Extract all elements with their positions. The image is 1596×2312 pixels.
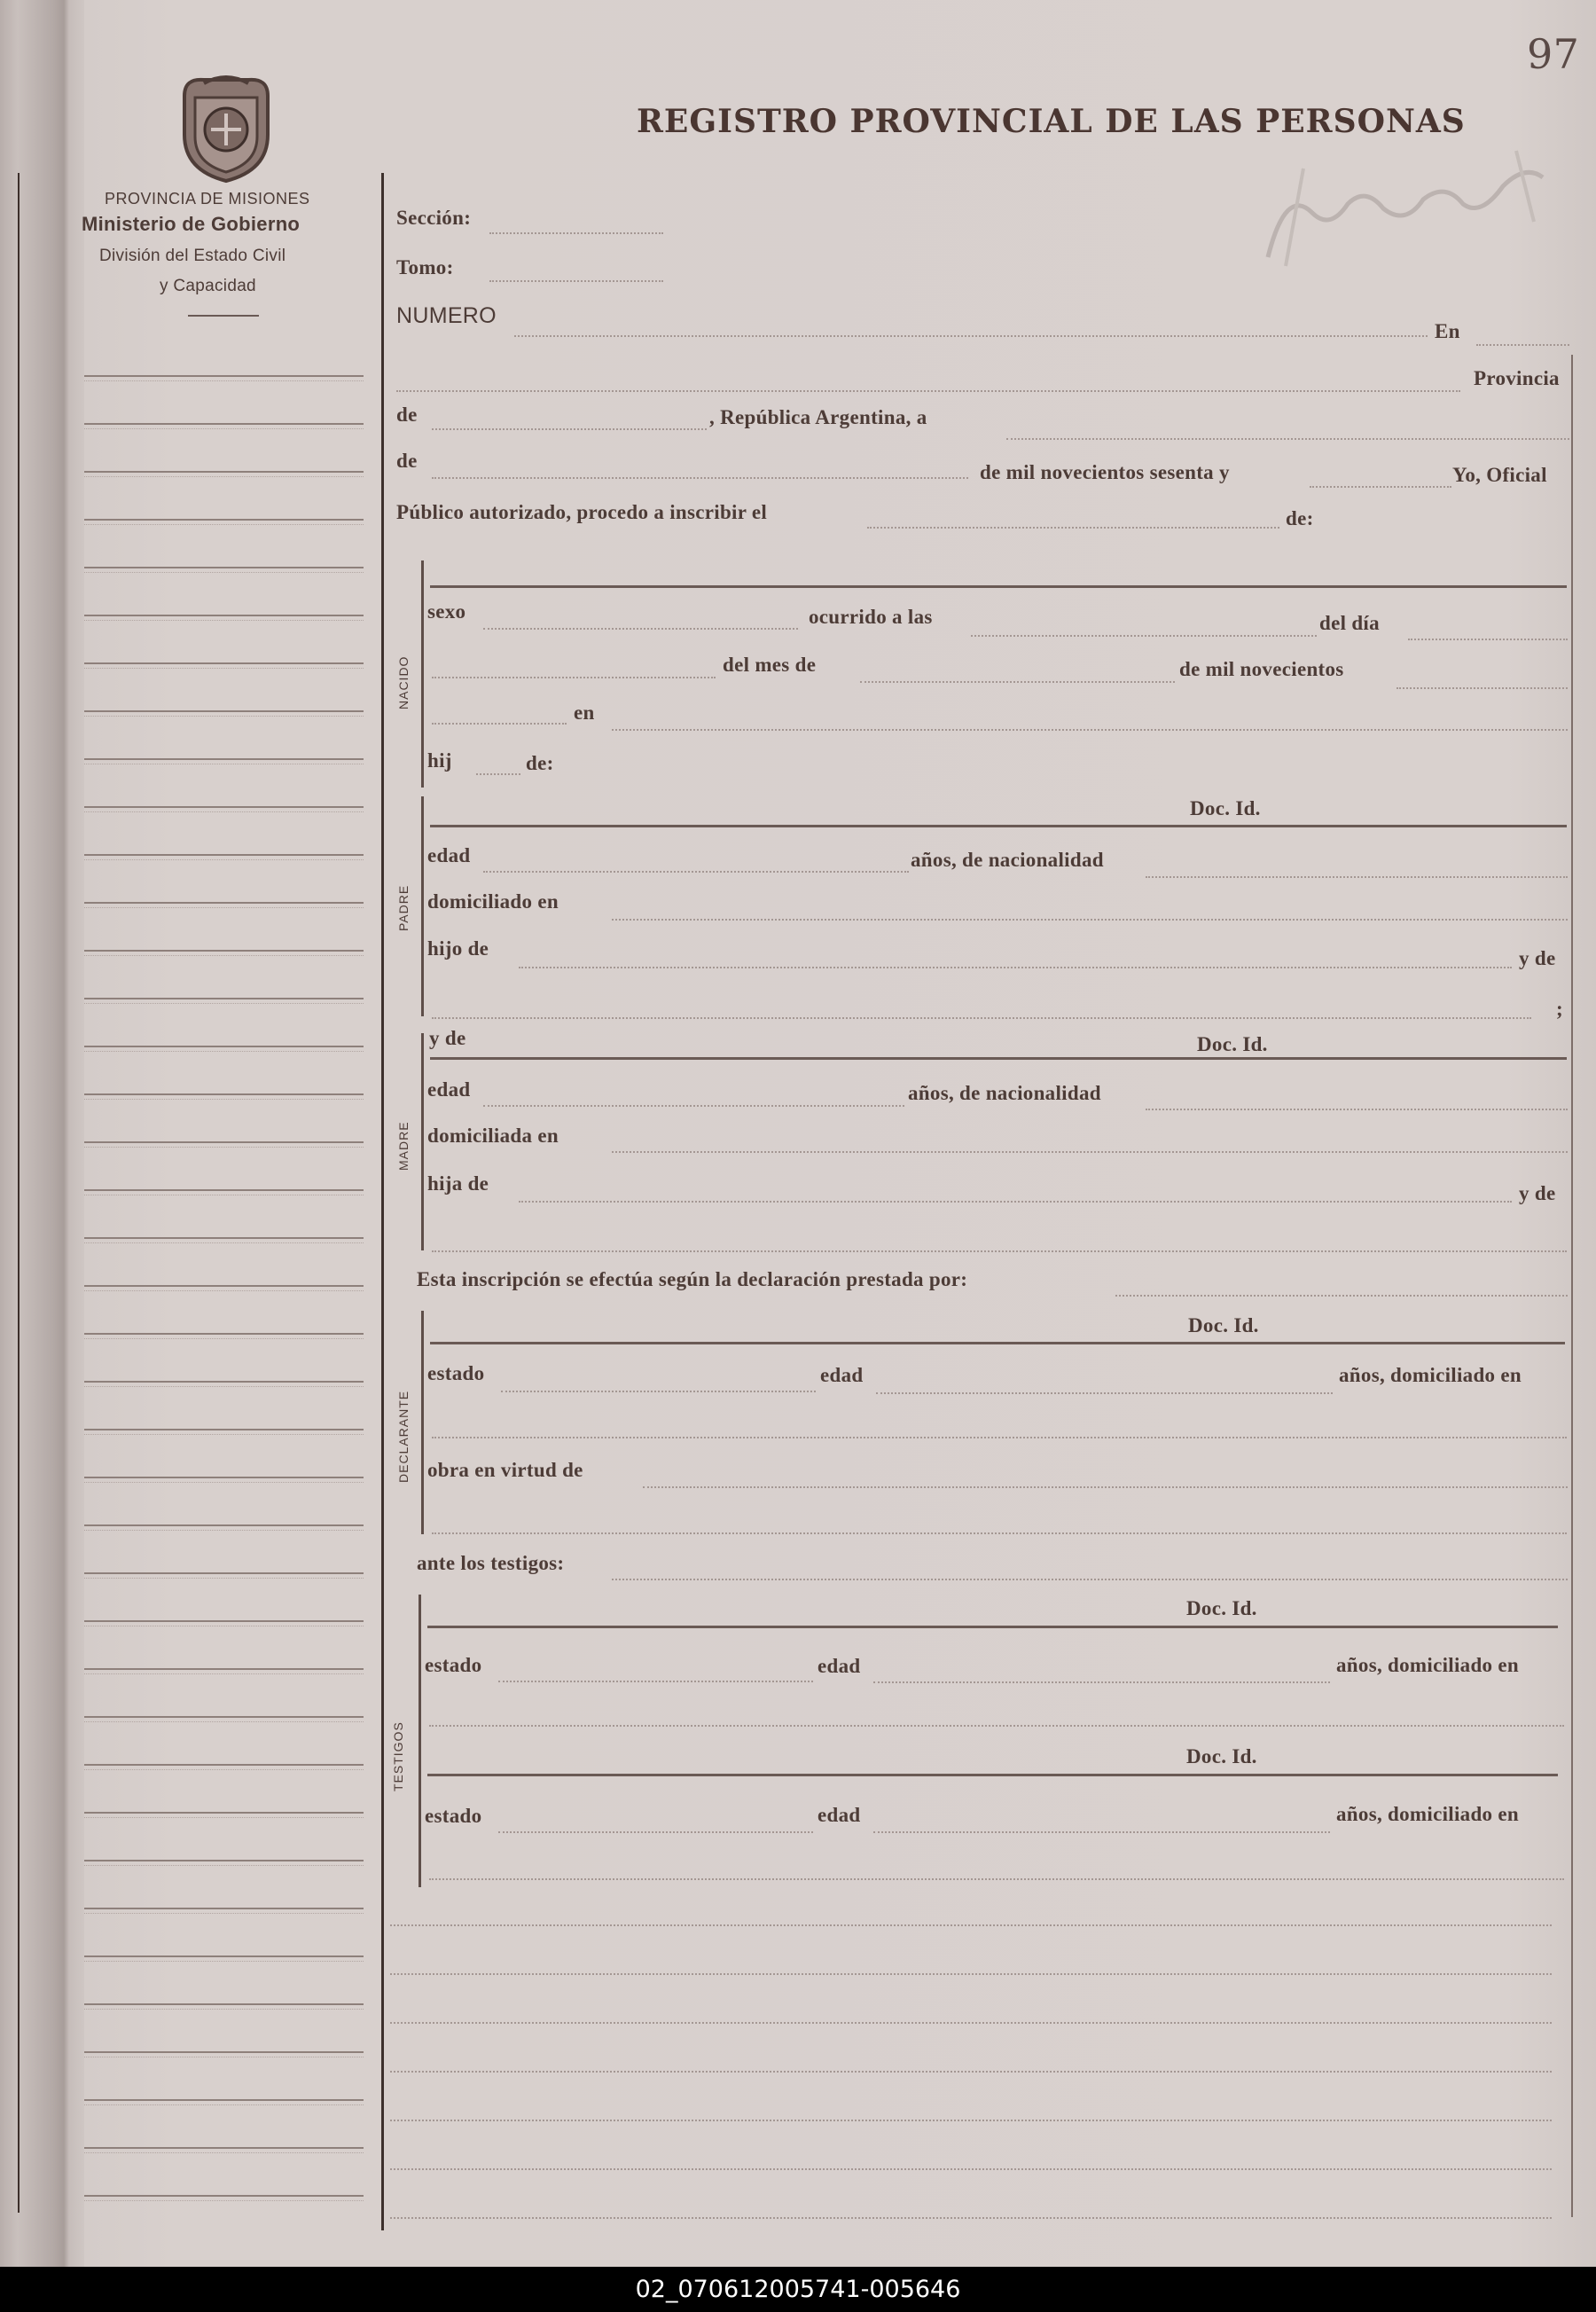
padre-domiciliado-field[interactable] [612,919,1568,921]
declarante-edad-field[interactable] [876,1392,1333,1394]
stub-line [84,1716,364,1718]
testigos-label: TESTIGOS [391,1721,405,1791]
month-field[interactable] [432,477,968,479]
sexo-field[interactable] [483,628,798,630]
stub-line [84,1093,364,1095]
stub-line [84,1285,364,1287]
stub-line [84,1572,364,1574]
declaracion-field[interactable] [1115,1295,1568,1297]
notes-line[interactable] [390,1973,1552,1975]
madre-doc-id-label: Doc. Id. [1197,1033,1268,1055]
provincia-label: Provincia [1474,367,1560,389]
madre-y-de-label: y de [429,1027,466,1049]
testigo2-estado-label: estado [425,1805,482,1827]
stub-line [84,662,364,664]
seccion-field[interactable] [489,232,663,234]
mil-sesenta-label: de mil novecientos sesenta y [980,461,1230,483]
padre-nacionalidad-field[interactable] [1146,876,1568,878]
padre-edad-label: edad [427,844,471,866]
padre-semicolon: ; [1556,998,1563,1020]
nacido-en-label: en [574,701,595,724]
padre-doc-id-label: Doc. Id. [1190,797,1261,819]
declarante-estado-field[interactable] [501,1391,816,1392]
testigo1-estado-label: estado [425,1654,482,1676]
padre-y-de-label: y de [1519,947,1556,969]
padre-label: PADRE [396,884,411,931]
testigo2-name-line[interactable] [427,1774,1558,1776]
testigo2-edad-field[interactable] [873,1831,1330,1833]
notes-line[interactable] [390,1924,1552,1926]
year-field[interactable] [1310,486,1451,488]
ocurrido-label: ocurrido a las [809,606,933,628]
declarante-label: DECLARANTE [396,1390,411,1483]
ministry-label: Ministerio de Gobierno [82,213,301,235]
stub-line [84,710,364,712]
madre-nacionalidad-label: años, de nacionalidad [908,1082,1101,1104]
madre-hija-de-field[interactable] [519,1201,1512,1203]
notes-line[interactable] [390,2217,1552,2219]
padre-edad-field[interactable] [483,871,909,873]
madre-edad-field[interactable] [483,1105,904,1107]
notes-line[interactable] [390,2022,1552,2024]
stub-line [84,1477,364,1478]
nacido-label: NACIDO [396,655,411,709]
madre-domiciliada-field[interactable] [612,1151,1568,1153]
testigo1-doc-id-label: Doc. Id. [1186,1597,1257,1619]
testigo1-domiciliado-label: años, domiciliado en [1336,1654,1520,1676]
notes-line[interactable] [390,2168,1552,2170]
day-field[interactable] [1006,438,1569,440]
declarante-extra-field[interactable] [432,1532,1567,1534]
coat-of-arms-seal [168,71,284,184]
en-label: En [1435,320,1460,342]
declarante-edad-label: edad [820,1364,864,1386]
stub-line [84,1860,364,1861]
anio-field[interactable] [1396,687,1568,689]
testigo2-estado-field[interactable] [498,1831,813,1833]
seccion-label: Sección: [396,207,472,229]
stub-line [84,1524,364,1526]
header-divider [188,315,259,317]
binding-fold [0,0,84,2267]
page-number: 97 [1527,30,1580,78]
en-field[interactable] [1476,344,1569,346]
stub-line [84,423,364,425]
stub-line [84,854,364,856]
testigo2-doc-id-label: Doc. Id. [1186,1745,1257,1767]
stub-line [84,567,364,568]
stub-line [84,758,364,760]
nacido-lugar-prefix[interactable] [432,723,567,725]
province-field[interactable] [432,428,707,430]
stub-line [84,1237,364,1239]
testigo1-domicilio-field[interactable] [429,1725,1564,1727]
declaracion-text: Esta inscripción se efectúa según la declaración prestada por: [417,1268,968,1290]
hij-label: hij [427,749,452,772]
stub-line [84,1668,364,1670]
declarante-estado-label: estado [427,1362,485,1384]
division-label: División del Estado Civil [99,247,286,265]
stub-line [84,806,364,808]
publico-label: Público autorizado, procedo a inscribir el [396,501,768,523]
stub-line [84,1141,364,1143]
padre-name-line[interactable] [430,825,1567,827]
page-title: REGISTRO PROVINCIAL DE LAS PERSONAS [637,103,1466,140]
declarante-domiciliado-label: años, domiciliado en [1339,1364,1522,1386]
capacity-label: y Capacidad [160,277,256,295]
stub-line [84,2195,364,2197]
hij-suffix-field[interactable] [476,773,520,775]
left-margin-line [18,173,20,2213]
yo-oficial-label: Yo, Oficial [1452,464,1547,486]
stub-line [84,1429,364,1430]
madre-hija-de-label: hija de [427,1172,489,1195]
padre-bracket [421,796,424,1016]
stub-line [84,375,364,377]
declarante-name-line[interactable] [430,1342,1565,1344]
testigo1-estado-field[interactable] [498,1681,813,1682]
testigos-bracket [419,1595,421,1887]
notes-line[interactable] [390,2120,1552,2121]
de-colon-label: de: [1286,507,1314,529]
stub-line [84,2099,364,2101]
testigo2-edad-label: edad [818,1804,861,1826]
madre-label: MADRE [396,1121,411,1171]
de-label-2: de [396,450,418,472]
scan-id-footer: 02_070612005741-005646 [0,2267,1596,2312]
declarante-domicilio-field[interactable] [432,1437,1567,1438]
madre-bracket [421,1033,424,1250]
stub-line [84,2003,364,2005]
stub-line [84,2147,364,2149]
mil-novecientos-label: de mil novecientos [1179,658,1344,680]
stub-line [84,1381,364,1383]
signature-image [1250,133,1569,275]
sexo-label: sexo [427,600,466,623]
notes-line[interactable] [390,2071,1552,2073]
stub-line [84,519,364,521]
hij-de-label: de: [526,752,554,774]
madre-edad-label: edad [427,1078,471,1101]
nacido-name-line[interactable] [430,585,1567,588]
stub-line [84,1620,364,1622]
del-mes-label: del mes de [723,654,817,676]
madre-y-de2-label: y de [1519,1182,1556,1204]
padre-nacionalidad-label: años, de nacionalidad [911,849,1104,871]
padre-hijo-de-field[interactable] [519,967,1512,968]
testigo1-edad-field[interactable] [873,1681,1330,1683]
numero-label: NUMERO [396,303,497,328]
republica-label: , República Argentina, a [709,406,927,428]
de-label-1: de [396,404,418,426]
declarante-obra-field[interactable] [643,1486,1568,1488]
stub-line [84,1046,364,1047]
stub-line [84,902,364,904]
dia-text-field[interactable] [432,677,716,678]
testigo1-name-line[interactable] [427,1626,1558,1628]
tomo-field[interactable] [489,280,663,282]
location-field[interactable] [396,390,1460,392]
stub-line [84,471,364,473]
declarante-bracket [421,1311,424,1534]
padre-y-de-field[interactable] [432,1017,1531,1019]
testigos-intro-field[interactable] [612,1579,1568,1580]
madre-y-de2-field[interactable] [432,1250,1567,1252]
stub-line [84,1955,364,1957]
right-margin-line [1571,355,1573,2217]
stub-line [84,1812,364,1814]
stub-line [84,615,364,616]
province-label: PROVINCIA DE MISIONES [105,190,310,208]
testigo2-domiciliado-label: años, domiciliado en [1336,1803,1520,1825]
dia-field[interactable] [1408,639,1568,640]
del-dia-label: del día [1319,612,1380,634]
mes-field[interactable] [860,681,1175,683]
madre-name-line[interactable] [430,1057,1567,1060]
padre-domiciliado-label: domiciliado en [427,890,559,913]
stub-line [84,1908,364,1909]
declarante-obra-label: obra en virtud de [427,1459,583,1481]
ante-testigos-text: ante los testigos: [417,1552,565,1574]
stub-line [84,1764,364,1766]
testigo2-domicilio-field[interactable] [429,1878,1564,1880]
madre-nacionalidad-field[interactable] [1146,1109,1568,1110]
stub-line [84,1333,364,1335]
padre-hijo-de-label: hijo de [427,937,489,960]
nacido-en-field[interactable] [612,729,1568,731]
inscribir-field[interactable] [867,527,1279,529]
numero-field[interactable] [514,335,1428,337]
testigo1-edad-label: edad [818,1655,861,1677]
stub-line [84,1189,364,1191]
nacido-bracket [421,560,424,788]
tomo-label: Tomo: [396,256,454,278]
stub-line [84,998,364,999]
hora-field[interactable] [971,635,1317,637]
stub-separator-line [381,173,384,2230]
stub-line [84,2051,364,2053]
madre-domiciliada-label: domiciliada en [427,1125,559,1147]
declarante-doc-id-label: Doc. Id. [1188,1314,1259,1336]
stub-line [84,950,364,952]
